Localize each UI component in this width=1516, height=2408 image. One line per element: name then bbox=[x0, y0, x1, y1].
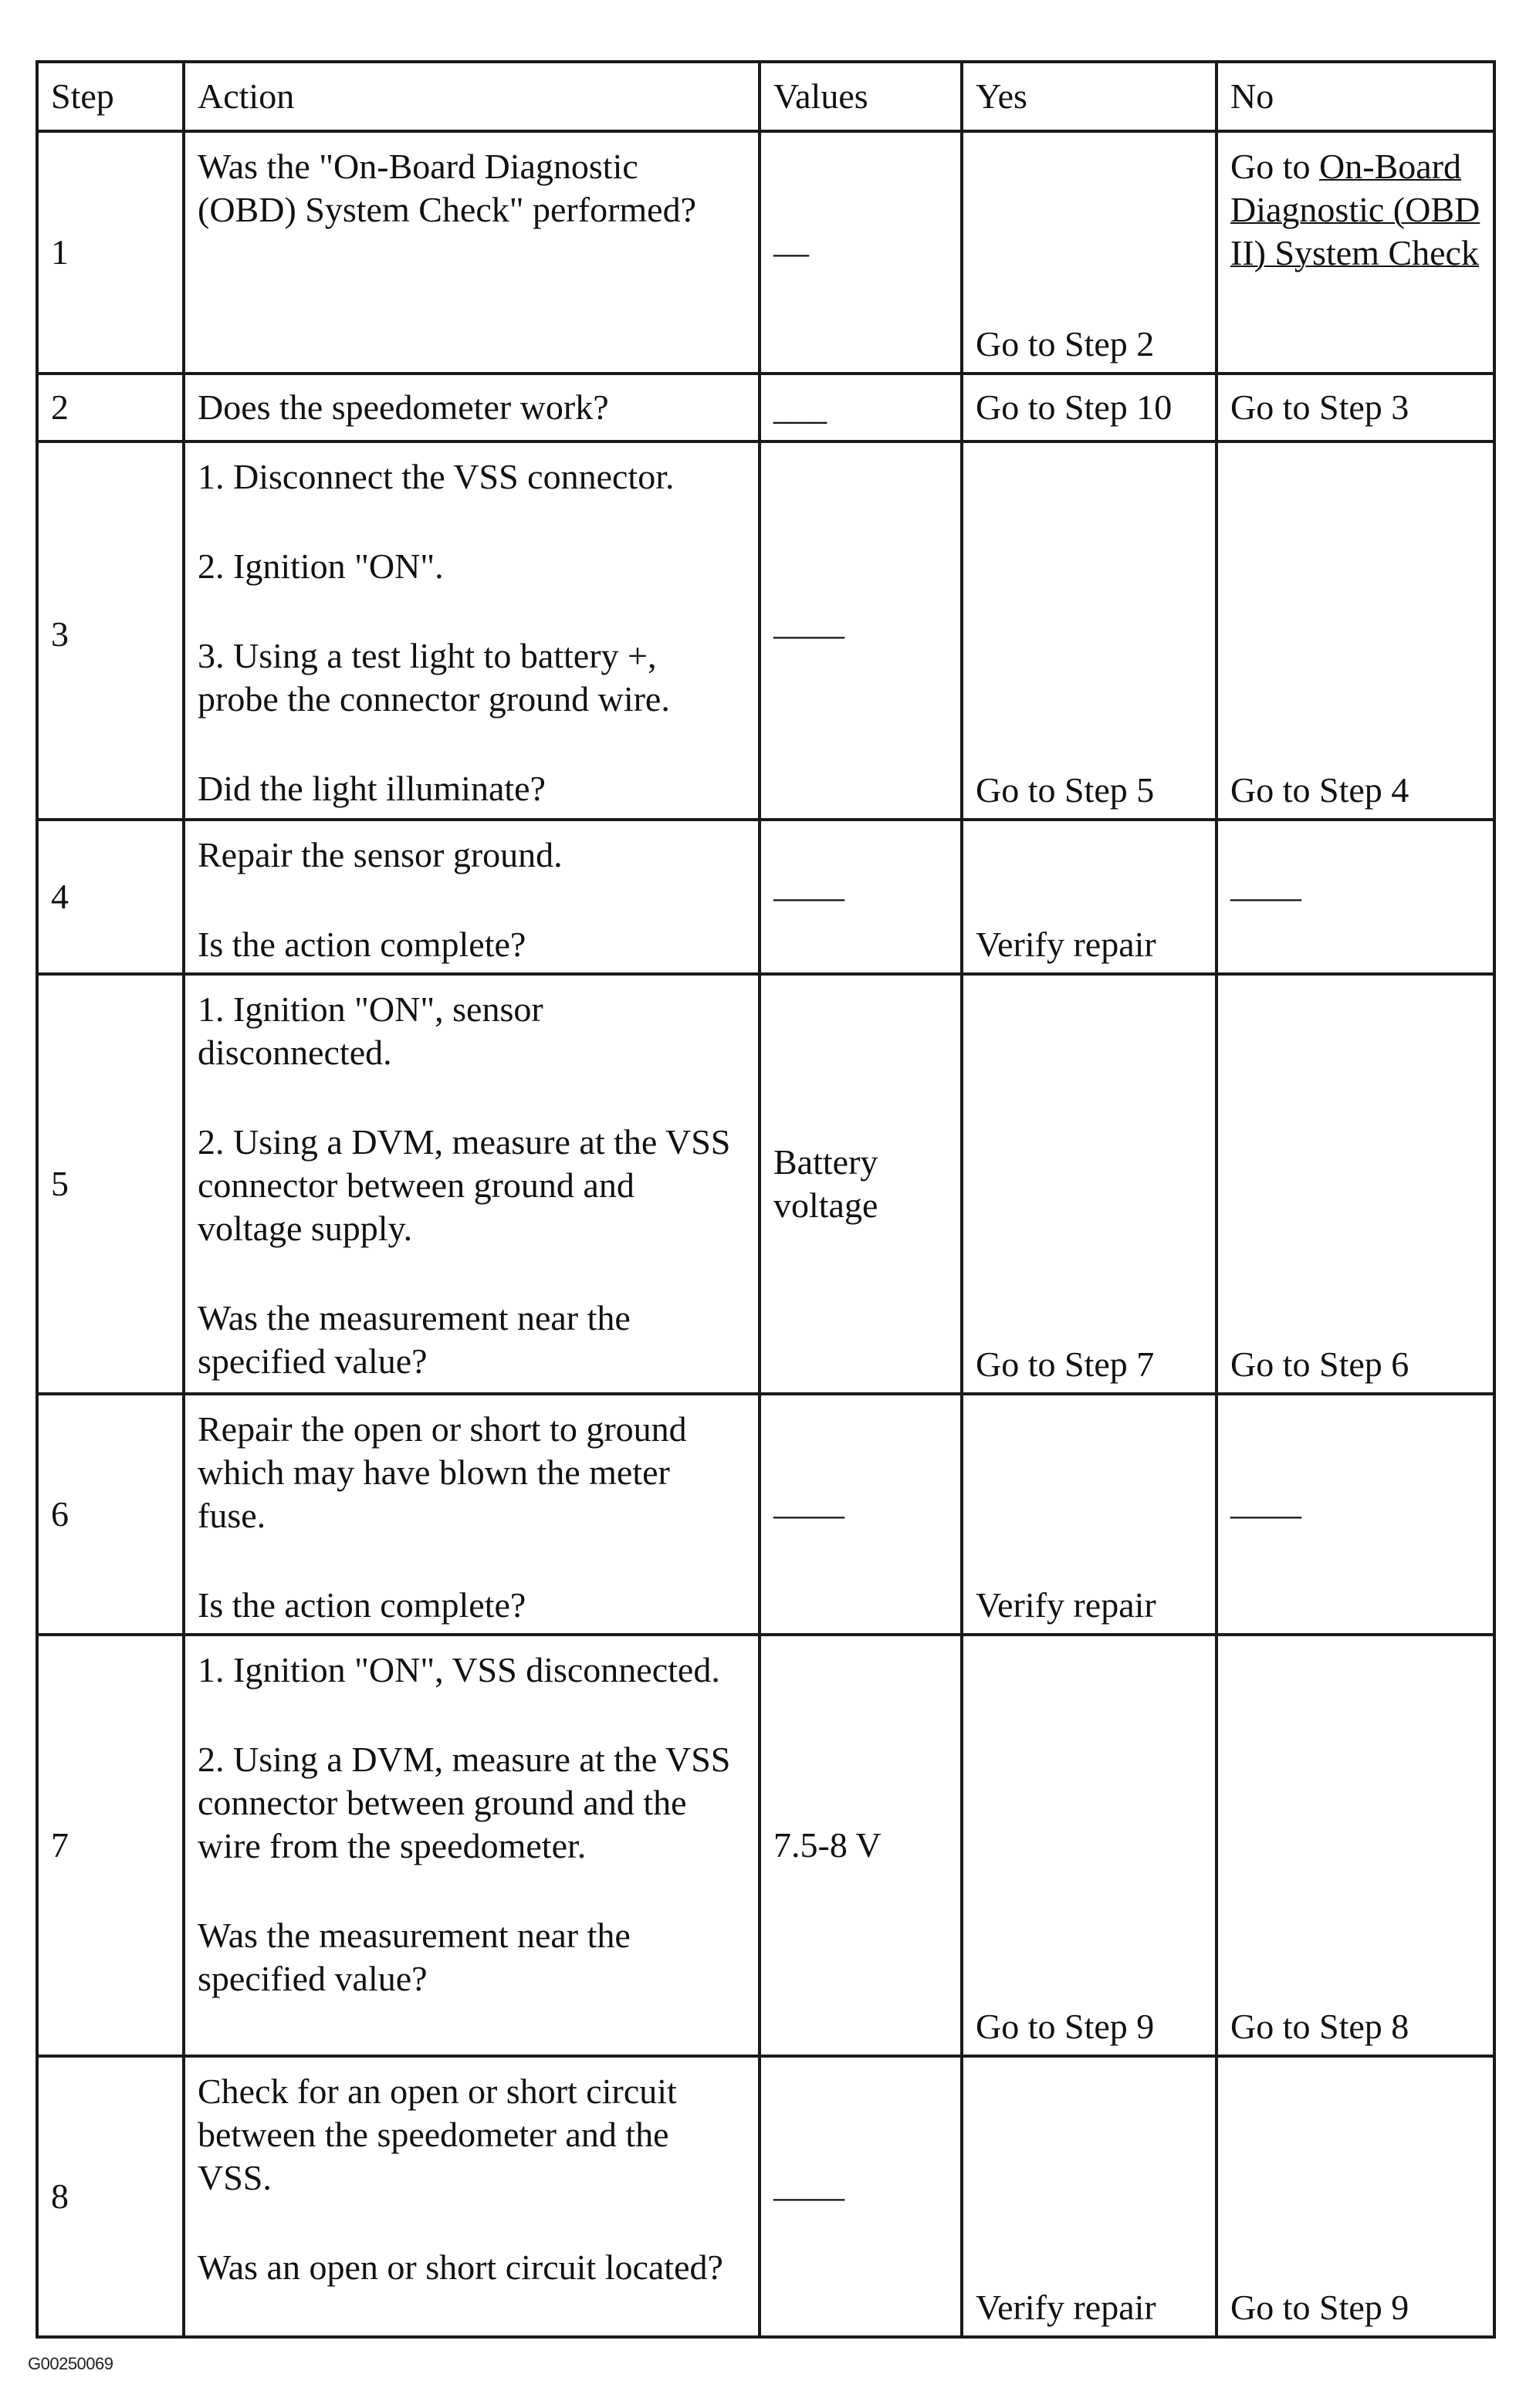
action-text: Check for an open or short circuit between the speedometer and the VSS. bbox=[198, 2071, 677, 2197]
action-text: Repair the open or short to ground which may have blown the meter fuse. bbox=[198, 1409, 687, 1535]
diagnostic-document bbox=[36, 60, 1493, 2339]
no-cell bbox=[1217, 131, 1494, 374]
values-cell bbox=[760, 820, 962, 974]
action-text: 3. Using a test light to battery +, probe the connector ground wire. bbox=[198, 636, 670, 719]
values-text: —— bbox=[773, 614, 844, 654]
action-text: Is the action complete? bbox=[198, 1585, 526, 1625]
step-number: 8 bbox=[37, 2056, 184, 2337]
header-step: Step bbox=[37, 62, 184, 131]
values-text: 7.5-8 V bbox=[773, 1825, 882, 1865]
no-cell: Go to Step 3 bbox=[1217, 374, 1494, 441]
action-text: 1. Ignition "ON", VSS disconnected. bbox=[198, 1650, 720, 1689]
values-text: Battery voltage bbox=[773, 1142, 878, 1225]
step-number: 3 bbox=[37, 441, 184, 820]
values-cell bbox=[760, 1635, 962, 2056]
action-cell bbox=[184, 974, 760, 1394]
action-cell bbox=[184, 820, 760, 974]
table-row bbox=[37, 441, 1494, 820]
values-text: ___ bbox=[773, 387, 827, 427]
header-yes: Yes bbox=[962, 62, 1217, 131]
step-number: 4 bbox=[37, 820, 184, 974]
values-text: — bbox=[773, 232, 809, 272]
values-cell bbox=[760, 131, 962, 374]
table-row bbox=[37, 974, 1494, 1394]
no-cell: Go to Step 6 bbox=[1217, 974, 1494, 1394]
values-text: —— bbox=[773, 877, 844, 916]
no-cell: —— bbox=[1217, 1394, 1494, 1635]
action-text: 2. Using a DVM, measure at the VSS connector between ground and voltage supply. bbox=[198, 1122, 731, 1248]
action-text: Repair the sensor ground. bbox=[198, 835, 563, 874]
obd-system-check-link[interactable]: On-Board Diagnostic (OBD II) System Check bbox=[1230, 147, 1480, 272]
step-number: 2 bbox=[37, 374, 184, 441]
no-cell: —— bbox=[1217, 820, 1494, 974]
values-cell bbox=[760, 374, 962, 441]
header-no: No bbox=[1217, 62, 1494, 131]
action-cell bbox=[184, 1635, 760, 2056]
table-row bbox=[37, 374, 1494, 441]
figure-id: G00250069 bbox=[28, 2354, 113, 2373]
table-row bbox=[37, 1394, 1494, 1635]
table-row bbox=[37, 820, 1494, 974]
action-text: Was an open or short circuit located? bbox=[198, 2247, 723, 2287]
action-cell bbox=[184, 2056, 760, 2337]
step-number: 7 bbox=[37, 1635, 184, 2056]
action-text: 1. Disconnect the VSS connector. bbox=[198, 457, 675, 496]
yes-cell: Verify repair bbox=[962, 2056, 1217, 2337]
no-prefix: Go to bbox=[1230, 147, 1319, 186]
table-row bbox=[37, 1635, 1494, 2056]
action-text: Was the "On-Board Diagnostic (OBD) System Check" performed? bbox=[198, 147, 696, 229]
no-cell: Go to Step 8 bbox=[1217, 1635, 1494, 2056]
yes-cell: Verify repair bbox=[962, 820, 1217, 974]
header-action: Action bbox=[184, 62, 760, 131]
values-text: —— bbox=[773, 2176, 844, 2216]
action-text: 2. Using a DVM, measure at the VSS connector between ground and the wire from the speedometer. bbox=[198, 1740, 731, 1865]
action-text: Is the action complete? bbox=[198, 925, 526, 964]
table-header-row bbox=[37, 62, 1494, 131]
step-number: 5 bbox=[37, 974, 184, 1394]
values-cell bbox=[760, 441, 962, 820]
values-cell bbox=[760, 974, 962, 1394]
table-row bbox=[37, 131, 1494, 374]
yes-cell: Go to Step 2 bbox=[962, 131, 1217, 374]
action-text: Was the measurement near the specified value? bbox=[198, 1298, 631, 1381]
table-row bbox=[37, 2056, 1494, 2337]
yes-cell: Go to Step 9 bbox=[962, 1635, 1217, 2056]
diagnostic-table bbox=[36, 60, 1496, 2339]
action-cell bbox=[184, 441, 760, 820]
action-cell bbox=[184, 374, 760, 441]
values-text: —— bbox=[773, 1494, 844, 1534]
values-cell bbox=[760, 1394, 962, 1635]
action-text: 2. Ignition "ON". bbox=[198, 546, 444, 586]
action-text: 1. Ignition "ON", sensor disconnected. bbox=[198, 989, 543, 1072]
action-cell bbox=[184, 131, 760, 374]
no-cell: Go to Step 4 bbox=[1217, 441, 1494, 820]
step-number: 1 bbox=[37, 131, 184, 374]
yes-cell: Go to Step 7 bbox=[962, 974, 1217, 1394]
action-text: Did the light illuminate? bbox=[198, 769, 546, 808]
action-text: Was the measurement near the specified value? bbox=[198, 1916, 631, 1998]
yes-cell: Go to Step 5 bbox=[962, 441, 1217, 820]
header-values: Values bbox=[760, 62, 962, 131]
yes-cell: Verify repair bbox=[962, 1394, 1217, 1635]
no-cell: Go to Step 9 bbox=[1217, 2056, 1494, 2337]
values-cell bbox=[760, 2056, 962, 2337]
yes-cell: Go to Step 10 bbox=[962, 374, 1217, 441]
step-number: 6 bbox=[37, 1394, 184, 1635]
action-text: Does the speedometer work? bbox=[198, 387, 609, 427]
action-cell bbox=[184, 1394, 760, 1635]
